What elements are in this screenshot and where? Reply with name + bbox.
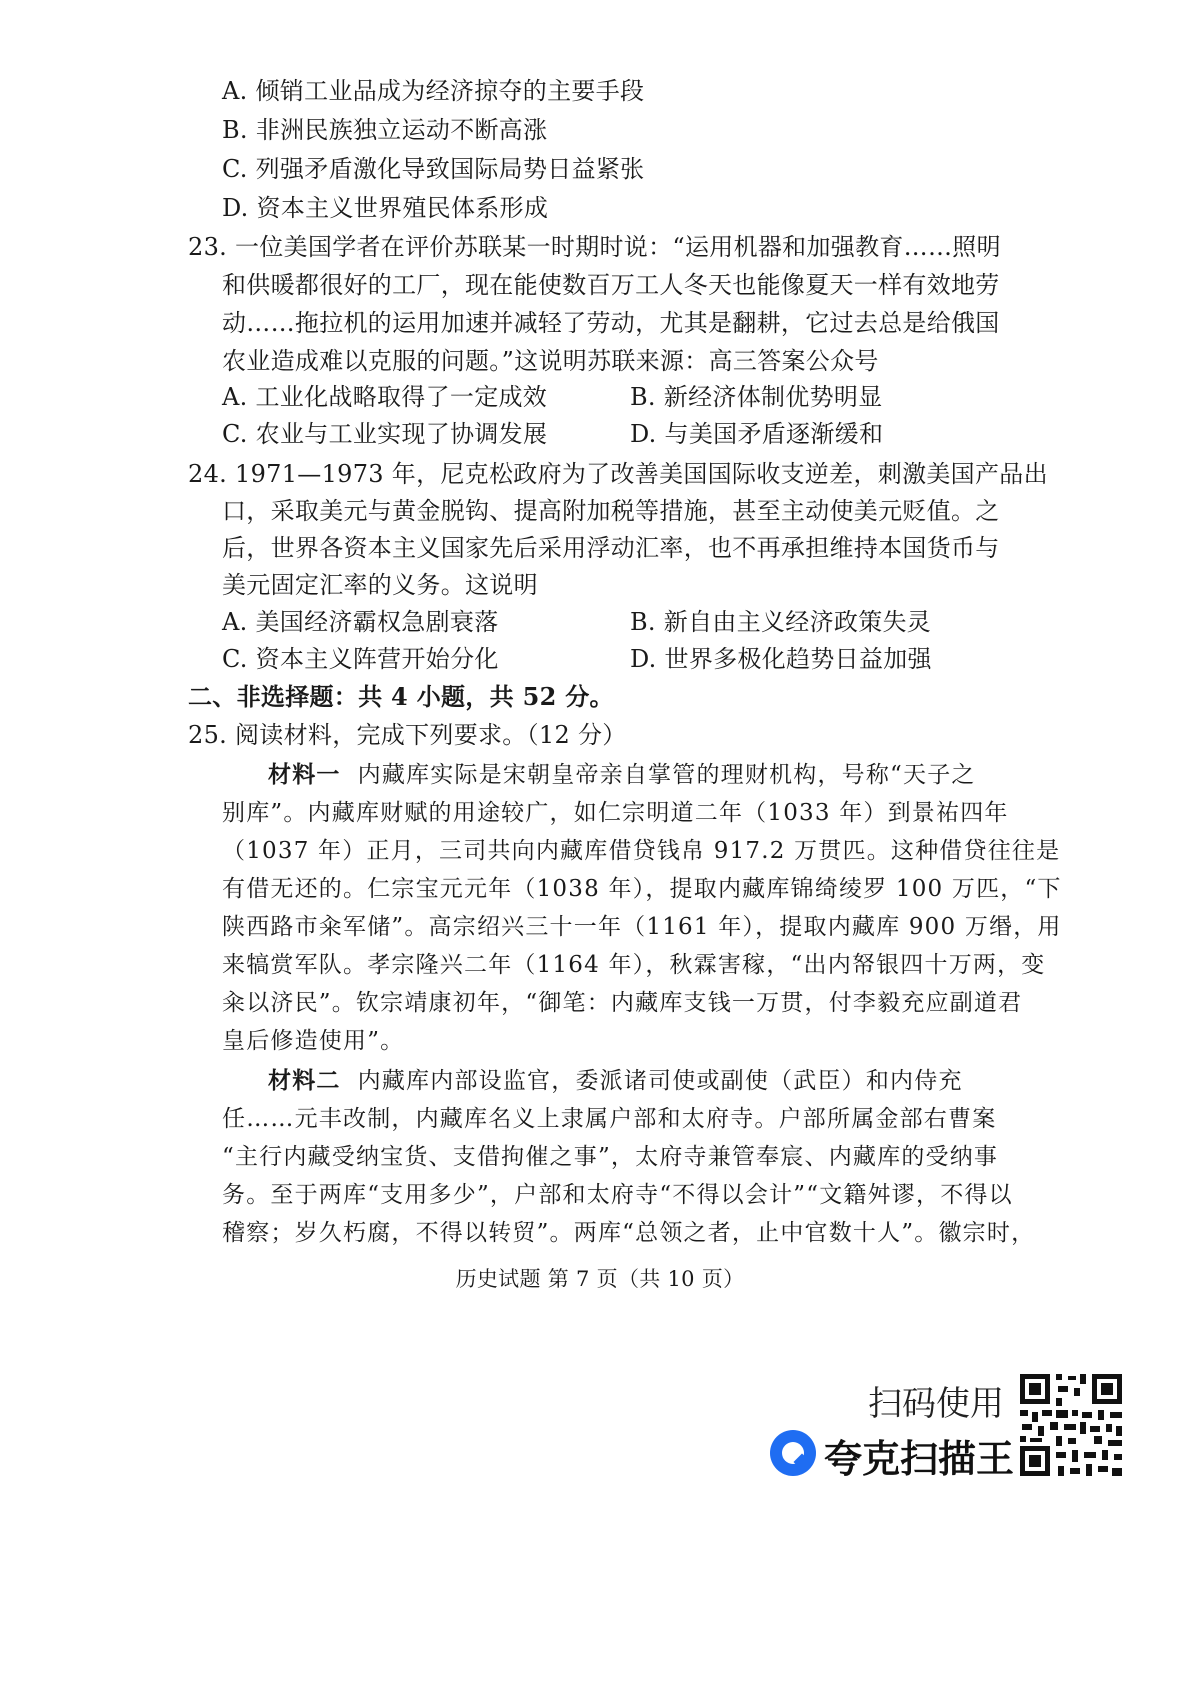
material-1-line-4: 有借无还的。仁宗宝元元年（1038 年），提取内藏库锦绮绫罗 100 万匹，“下 <box>222 876 1062 902</box>
q23-stem-line-3: 动……拖拉机的运用加速并减轻了劳动，尤其是翻耕，它过去总是给俄国 <box>222 309 1000 337</box>
q24-stem-line-3: 后，世界各资本主义国家先后采用浮动汇率，也不再承担维持本国货币与 <box>222 534 1000 562</box>
quark-logo-icon <box>770 1430 816 1476</box>
q22-option-c: C. 列强矛盾激化导致国际局势日益紧张 <box>222 155 645 183</box>
material-2-line-4: 务。至于两库“支用多少”，户部和太府寺“不得以会计”“文籍舛谬，不得以 <box>222 1182 1013 1208</box>
q24-option-a: A. 美国经济霸权急剧衰落 <box>222 608 499 636</box>
q23-option-b: B. 新经济体制优势明显 <box>630 383 883 411</box>
material-1-line-6: 来犒赏军队。孝宗隆兴二年（1164 年），秋霖害稼，“出内帑银四十万两，变 <box>222 952 1046 978</box>
material-1-line-7: 籴以济民”。钦宗靖康初年，“御笔：内藏库支钱一万贯，付李毅充应副道君 <box>222 990 1023 1016</box>
q23-stem-line-1: 23. 一位美国学者在评价苏联某一时期时说：“运用机器和加强教育……照明 <box>188 233 1001 261</box>
q24-stem-line-2: 口，采取美元与黄金脱钩、提高附加税等措施，甚至主动使美元贬值。之 <box>222 497 1000 525</box>
q24-option-c: C. 资本主义阵营开始分化 <box>222 645 499 673</box>
q24-stem-line-1: 24. 1971—1973 年，尼克松政府为了改善美国国际收支逆差，刺激美国产品出 <box>188 460 1048 488</box>
page-footer: 历史试题 第 7 页（共 10 页） <box>455 1267 745 1291</box>
q22-option-a: A. 倾销工业品成为经济掠夺的主要手段 <box>222 77 645 105</box>
material-2-line-2: 任……元丰改制，内藏库名义上隶属户部和太府寺。户部所属金部右曹案 <box>222 1106 997 1132</box>
material-2-text: 内藏库内部设监官，委派诸司使或副使（武臣）和内侍充 <box>357 1068 963 1094</box>
q23-option-d: D. 与美国矛盾逐渐缓和 <box>630 420 884 448</box>
material-2-label: 材料二 <box>268 1067 341 1094</box>
material-1-line-5: 陕西路市籴军储”。高宗绍兴三十一年（1161 年），提取内藏库 900 万缗，用 <box>222 914 1062 940</box>
material-1-line-8: 皇后修造使用”。 <box>222 1028 405 1054</box>
material-1-label: 材料一 <box>268 761 341 788</box>
q24-option-d: D. 世界多极化趋势日益加强 <box>630 645 932 673</box>
q23-option-a: A. 工业化战略取得了一定成效 <box>222 383 548 411</box>
brand-name: 夸克扫描王 <box>824 1437 1015 1481</box>
material-2-line-3: “主行内藏受纳宝货、支借拘催之事”，太府寺兼管奉宸、内藏库的受纳事 <box>222 1144 999 1170</box>
q25-stem: 25. 阅读材料，完成下列要求。（12 分） <box>188 721 627 749</box>
q23-option-c: C. 农业与工业实现了协调发展 <box>222 420 548 448</box>
q23-stem-line-4: 农业造成难以克服的问题。”这说明苏联来源：高三答案公众号 <box>222 347 879 375</box>
q24-stem-line-4: 美元固定汇率的义务。这说明 <box>222 571 538 599</box>
material-1-line-2: 别库”。内藏库财赋的用途较广，如仁宗明道二年（1033 年）到景祐四年 <box>222 800 1009 826</box>
q22-option-b: B. 非洲民族独立运动不断高涨 <box>222 116 548 144</box>
material-1-text: 内藏库实际是宋朝皇帝亲自掌管的理财机构，号称“天子之 <box>357 762 976 788</box>
q23-stem-line-2: 和供暖都很好的工厂，现在能使数百万工人冬天也能像夏天一样有效地劳 <box>222 271 1000 299</box>
q24-option-b: B. 新自由主义经济政策失灵 <box>630 608 932 636</box>
material-1-line-3: （1037 年）正月，三司共向内藏库借贷钱帛 917.2 万贯匹。这种借贷往往是 <box>222 838 1061 864</box>
material-1-line-1 <box>268 758 976 792</box>
section-heading: 二、非选择题：共 4 小题，共 52 分。 <box>188 682 614 711</box>
material-2-line-5: 稽察；岁久朽腐，不得以转贸”。两库“总领之者，止中官数十人”。徽宗时， <box>222 1220 1036 1246</box>
qr-code-icon[interactable] <box>1016 1370 1126 1480</box>
q22-option-d: D. 资本主义世界殖民体系形成 <box>222 194 549 222</box>
material-2-line-1 <box>268 1064 963 1098</box>
scan-to-use-text: 扫码使用 <box>868 1384 1004 1424</box>
